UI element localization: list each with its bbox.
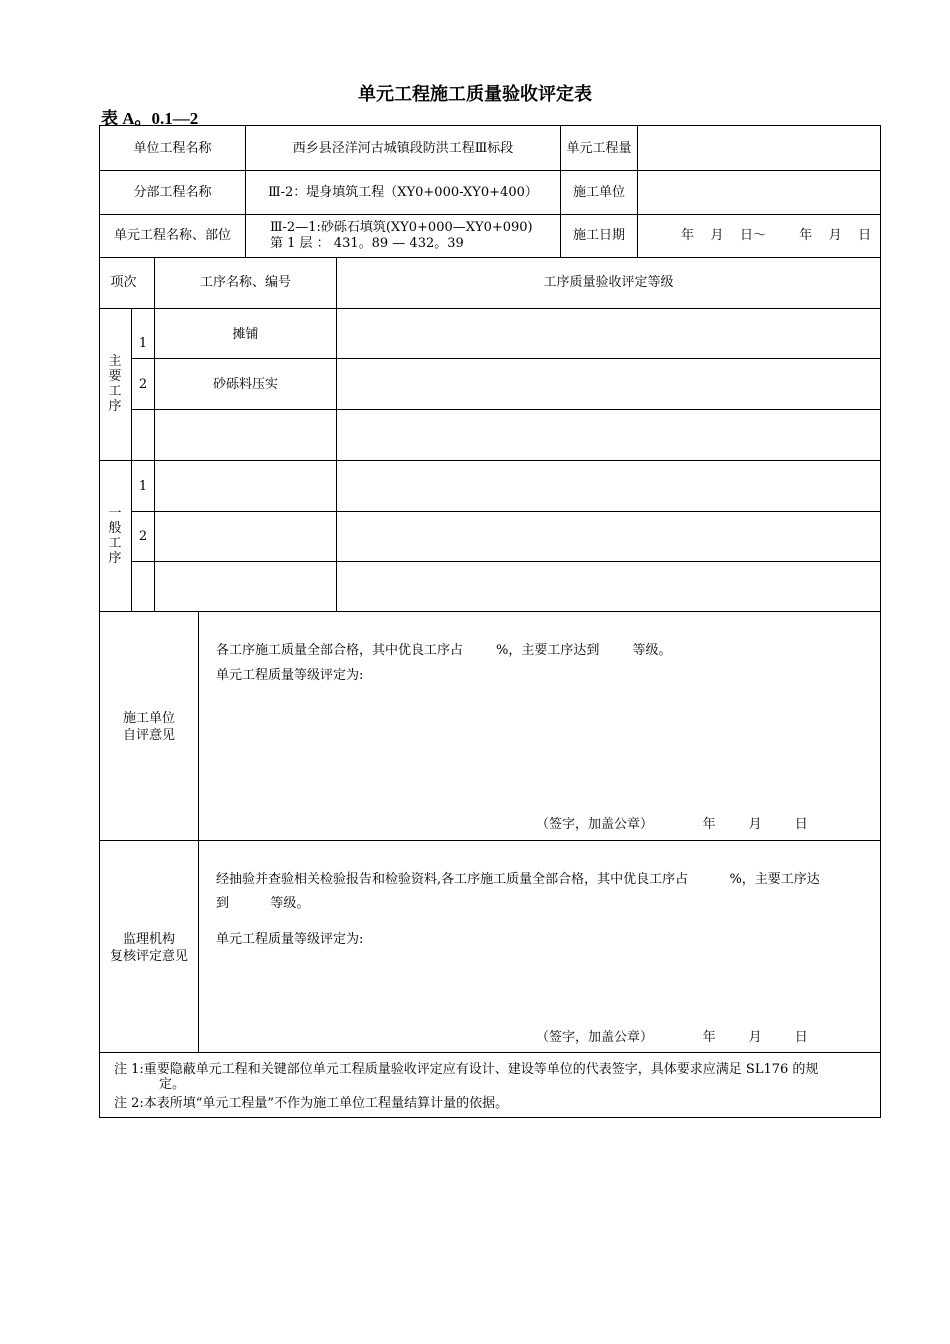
- row-divider: [100, 170, 880, 171]
- col-grade-header: 工序质量验收评定等级: [543, 275, 674, 290]
- supervisor-text[interactable]: 经抽验并查验相关检验报告和检验资料,各工序施工质量全部合格，其中优良工序占 %，主要工序达: [216, 872, 820, 887]
- row-divider: [100, 308, 880, 309]
- note-2: 注 2:本表所填“单元工程量”不作为施工单位工程量结算计量的依据。: [114, 1096, 509, 1111]
- self-eval-label-line1: 施工单位: [122, 711, 175, 726]
- unit-project-value[interactable]: 西乡县泾洋河古城镇段防洪工程Ⅲ标段: [292, 141, 514, 156]
- general-row-2-no: 2: [138, 529, 148, 544]
- date-label: 施工日期: [572, 228, 625, 243]
- row-divider: [131, 409, 880, 410]
- row-divider: [131, 358, 880, 359]
- self-eval-text[interactable]: 各工序施工质量全部合格，其中优良工序占 %，主要工序达到 等级。: [216, 643, 672, 658]
- document-title: 单元工程施工质量验收评定表: [358, 84, 592, 104]
- main-row-2-name: 砂砾料压实: [212, 377, 278, 392]
- column-divider: [154, 257, 155, 611]
- col-name-header: 工序名称、编号: [199, 275, 291, 290]
- row-divider: [100, 840, 880, 841]
- row-divider: [100, 460, 880, 461]
- evaluation-form-table: [99, 125, 881, 1118]
- supervisor-text-cont[interactable]: 到 等级。: [216, 896, 310, 911]
- supervisor-signature[interactable]: （签字，加盖公章） 年 月 日: [536, 1030, 808, 1045]
- element-quantity-label: 单元工程量: [566, 141, 632, 156]
- unit-project-label: 单位工程名称: [133, 141, 212, 156]
- row-divider: [100, 257, 880, 258]
- element-name-label: 单元工程名称、部位: [113, 228, 231, 243]
- column-divider: [336, 257, 337, 611]
- supervisor-grade-text[interactable]: 单元工程质量等级评定为:: [216, 932, 364, 947]
- note-1-cont: 定。: [159, 1077, 186, 1092]
- main-process-group-label: 主要工序: [108, 354, 122, 414]
- row-divider: [100, 214, 880, 215]
- division-label: 分部工程名称: [133, 185, 212, 200]
- general-row-1-no: 1: [138, 479, 148, 494]
- column-divider: [637, 126, 638, 257]
- contractor-label: 施工单位: [572, 185, 625, 200]
- general-process-group-label: 一般工序: [108, 506, 122, 566]
- main-row-2-no: 2: [138, 377, 148, 392]
- form-number: 表 A。0.1—2: [101, 109, 199, 128]
- element-name-line2[interactable]: 第 1 层 ： 431。89 — 432。39: [270, 236, 464, 251]
- note-1: 注 1:重要隐蔽单元工程和关键部位单元工程质量验收评定应有设计、建设等单位的代表签字，具体要求应满足 SL176 的规: [114, 1062, 819, 1077]
- date-value[interactable]: 年 月 日～ 年 月 日: [681, 228, 872, 243]
- supervisor-label-line2: 复核评定意见: [109, 949, 188, 964]
- self-eval-signature[interactable]: （签字，加盖公章） 年 月 日: [536, 817, 808, 832]
- supervisor-label-line1: 监理机构: [122, 932, 175, 947]
- row-divider: [131, 511, 880, 512]
- self-eval-grade-text[interactable]: 单元工程质量等级评定为:: [216, 668, 364, 683]
- row-divider: [100, 611, 880, 612]
- column-divider: [198, 611, 199, 1052]
- element-name-line1[interactable]: Ⅲ-2—1:砂砾石填筑(XY0+000—XY0+090): [270, 220, 533, 235]
- self-eval-label-line2: 自评意见: [122, 728, 175, 743]
- main-row-1-no: 1: [138, 336, 148, 351]
- row-divider: [131, 561, 880, 562]
- row-divider: [100, 1052, 880, 1053]
- col-item-header: 项次: [110, 275, 137, 290]
- main-row-1-name: 摊铺: [232, 327, 259, 342]
- column-divider: [131, 308, 132, 611]
- division-value[interactable]: Ⅲ-2：堤身填筑工程（XY0+000-XY0+400）: [268, 185, 538, 200]
